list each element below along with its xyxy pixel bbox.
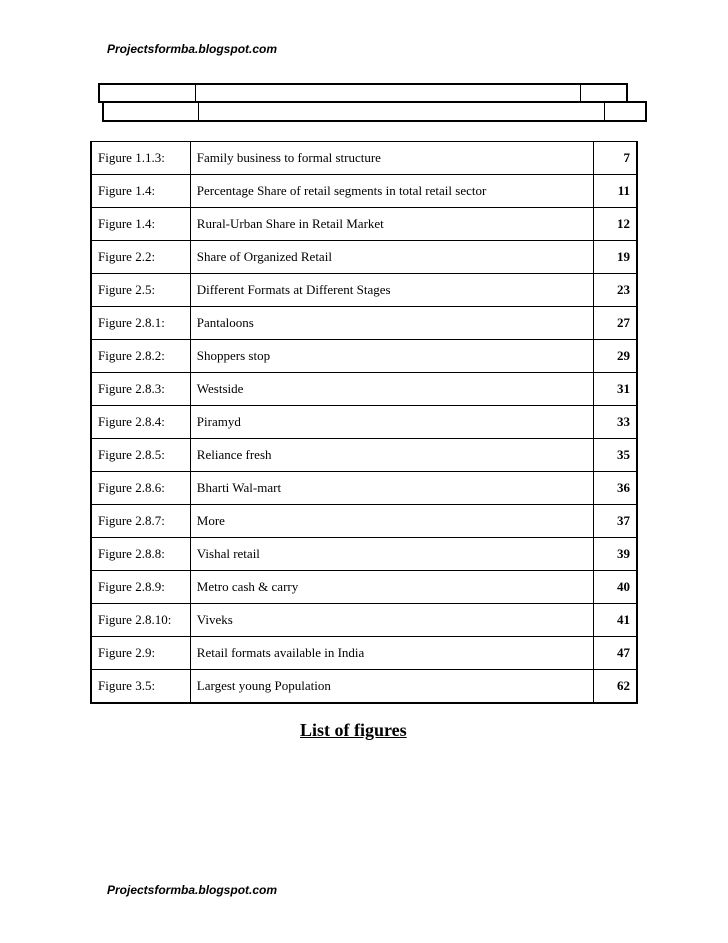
figure-title: Different Formats at Different Stages [190,274,593,307]
page-footer-site: Projectsformba.blogspot.com [107,883,278,897]
figure-title: Retail formats available in India [190,637,593,670]
figure-title: Metro cash & carry [190,571,593,604]
figure-page-number: 11 [594,175,637,208]
figure-page-number: 62 [594,670,637,704]
table-row [91,538,637,571]
table-row [91,637,637,670]
figure-page-number: 33 [594,406,637,439]
figure-page-number: 39 [594,538,637,571]
figure-label: Figure 1.4: [91,175,190,208]
figure-title: Bharti Wal-mart [190,472,593,505]
figure-title: Share of Organized Retail [190,241,593,274]
figure-page-number: 47 [594,637,637,670]
table-row [91,274,637,307]
figure-title: Rural-Urban Share in Retail Market [190,208,593,241]
figure-page-number: 41 [594,604,637,637]
figure-page-number: 31 [594,373,637,406]
figure-page-number: 40 [594,571,637,604]
figures-table [90,141,638,704]
empty-cell-divider [198,103,199,120]
empty-cell-divider [604,103,605,120]
table-row [91,142,637,175]
figure-title: More [190,505,593,538]
table-row [91,208,637,241]
figure-label: Figure 2.5: [91,274,190,307]
table-row [91,373,637,406]
table-row [91,406,637,439]
empty-cell-divider [580,85,581,101]
page-header-site: Projectsformba.blogspot.com [107,42,278,56]
table-row [91,472,637,505]
figure-label: Figure 2.9: [91,637,190,670]
figure-label: Figure 3.5: [91,670,190,704]
figure-page-number: 27 [594,307,637,340]
figure-label: Figure 2.2: [91,241,190,274]
figure-page-number: 37 [594,505,637,538]
figure-title: Viveks [190,604,593,637]
figure-label: Figure 2.8.7: [91,505,190,538]
figure-label: Figure 2.8.10: [91,604,190,637]
figure-title: Shoppers stop [190,340,593,373]
empty-cell-divider [195,85,196,101]
figure-page-number: 29 [594,340,637,373]
figure-page-number: 12 [594,208,637,241]
figure-page-number: 19 [594,241,637,274]
table-row [91,670,637,704]
figure-label: Figure 2.8.6: [91,472,190,505]
empty-table-row-top [98,83,628,103]
table-row [91,175,637,208]
figure-page-number: 23 [594,274,637,307]
empty-table-row-bottom [102,101,647,122]
table-row [91,505,637,538]
figure-page-number: 35 [594,439,637,472]
figure-label: Figure 2.8.8: [91,538,190,571]
figure-label: Figure 2.8.2: [91,340,190,373]
figure-title: Reliance fresh [190,439,593,472]
figure-label: Figure 2.8.4: [91,406,190,439]
table-row [91,241,637,274]
figure-title: Percentage Share of retail segments in total retail sector [190,175,593,208]
figure-title: Vishal retail [190,538,593,571]
table-row [91,439,637,472]
figure-page-number: 7 [594,142,637,175]
table-row [91,307,637,340]
table-row [91,604,637,637]
table-row [91,571,637,604]
list-of-figures-caption: List of figures [300,720,407,740]
figure-label: Figure 2.8.1: [91,307,190,340]
figure-title: Westside [190,373,593,406]
table-row [91,340,637,373]
figure-title: Family business to formal structure [190,142,593,175]
figure-title: Pantaloons [190,307,593,340]
figure-label: Figure 1.1.3: [91,142,190,175]
figure-page-number: 36 [594,472,637,505]
figure-label: Figure 2.8.5: [91,439,190,472]
figure-title: Piramyd [190,406,593,439]
figure-label: Figure 1.4: [91,208,190,241]
figure-label: Figure 2.8.9: [91,571,190,604]
figure-label: Figure 2.8.3: [91,373,190,406]
figure-title: Largest young Population [190,670,593,704]
